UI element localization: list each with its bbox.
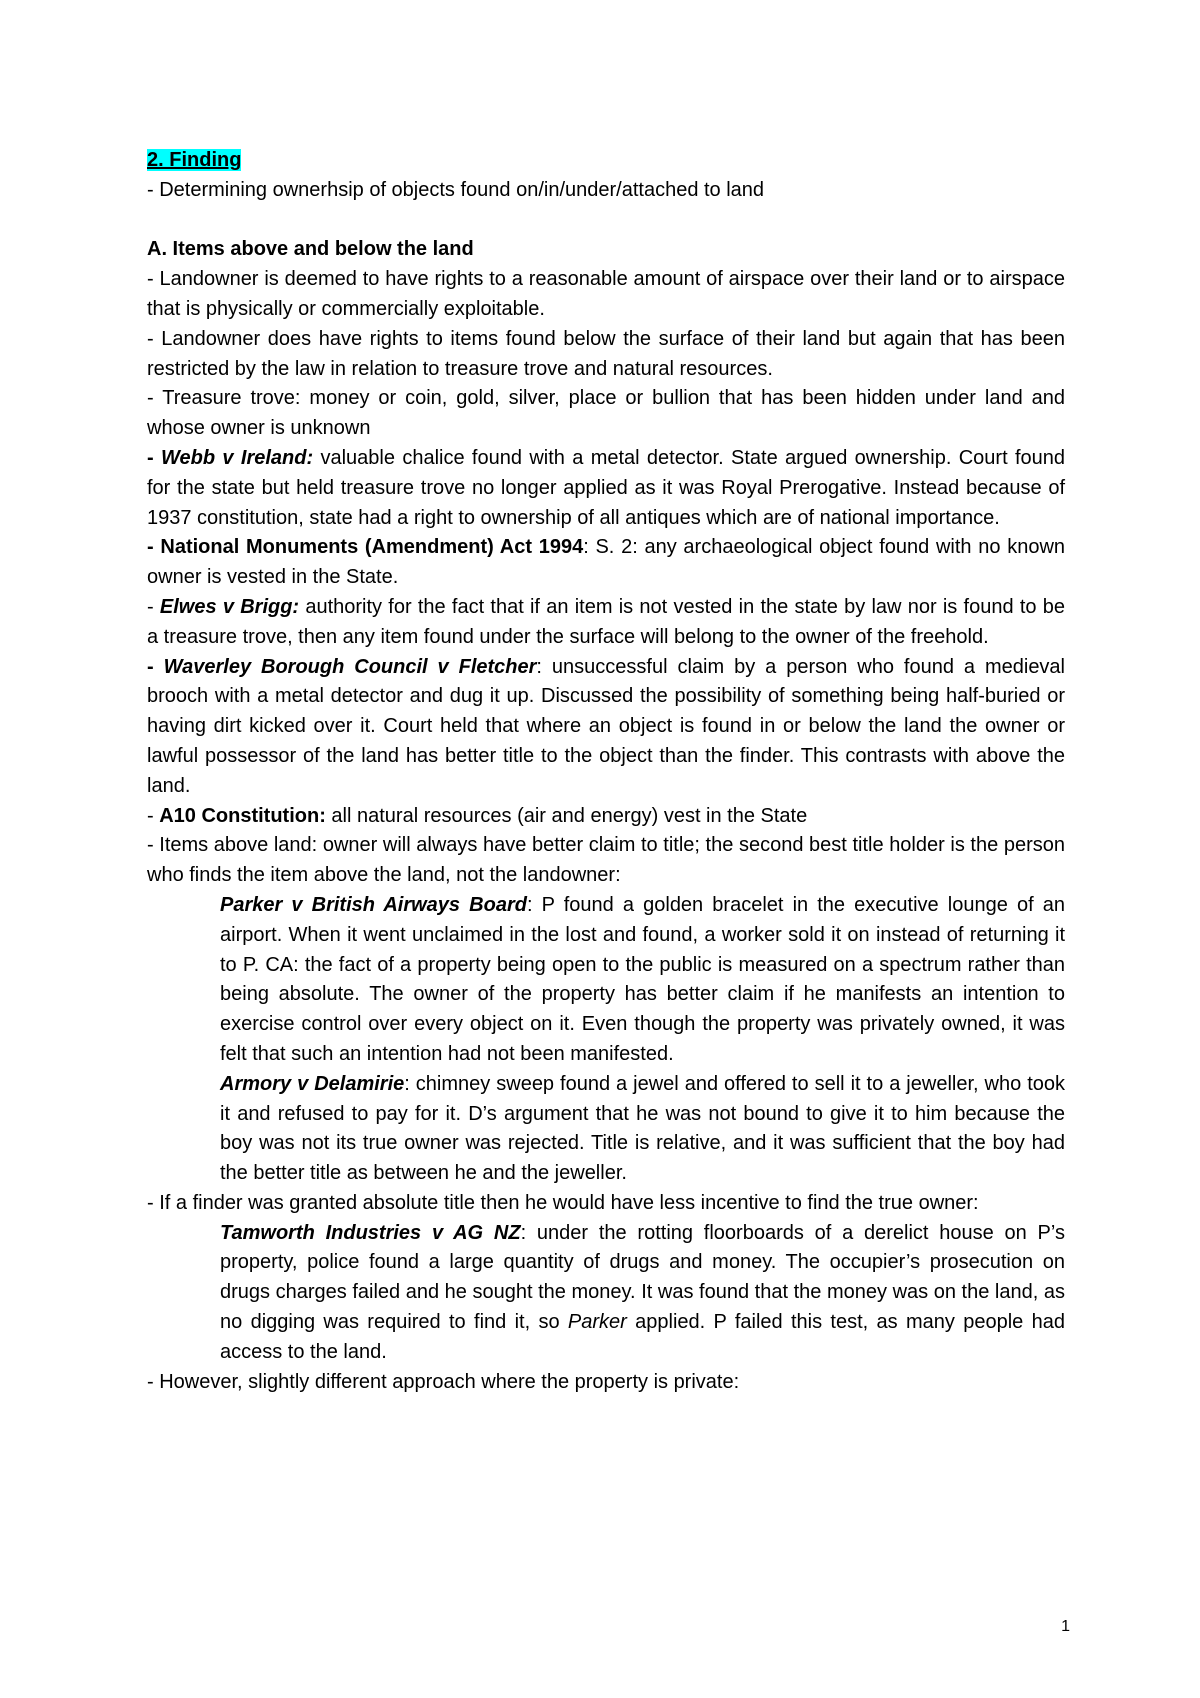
subsection-heading: A. Items above and below the land: [147, 238, 474, 261]
paragraph-parker: [147, 891, 1065, 1070]
paragraph-treasure-trove: - Treasure trove: money or coin, gold, silver, place or bullion that has been hidden under land and whose owner is unknown: [147, 387, 1065, 440]
paragraph-waverley: [147, 653, 1065, 802]
paragraph-finder: - If a finder was granted absolute title then he would have less incentive to find the true owner:: [147, 1191, 979, 1214]
paragraph-armory: [147, 1070, 1065, 1189]
statute-name-a10: A10 Constitution:: [159, 804, 326, 827]
document-body: [147, 146, 1065, 1397]
case-name-waverley: Waverley Borough Council v Fletcher: [163, 655, 537, 678]
case-text-waverley: : unsuccessful claim by a person who found a medieval brooch with a metal detector and dug it up. Discussed the possibility of something being half-buried or having dirt kicked over it. Court held that where an object is found in or below the land the owner or lawful possessor of the land has better title to the object than the finder. This contrasts with above the land.: [147, 655, 1066, 797]
paragraph-private: - However, slightly different approach where the property is private:: [147, 1370, 740, 1393]
case-text-tamworth-1: : under the rotting floorboards of a derelict house on P’s property, police found a large quantity of drugs and money. The occupier’s prosecution on drugs charges failed and he sought the money. It was found that the money was on the land, as no digging was required to find it, so: [220, 1221, 1065, 1334]
blank-line: [147, 206, 1065, 236]
section-heading: [147, 146, 1065, 176]
paragraph-nma: [147, 533, 1065, 593]
page-number: 1: [1061, 1618, 1070, 1635]
case-name-parker: Parker v British Airways Board: [220, 893, 527, 916]
paragraph-airspace: - Landowner is deemed to have rights to a reasonable amount of airspace over their land or to airspace that is physically or commercially exploitable.: [147, 268, 1065, 320]
heading-title: 2. Finding: [147, 149, 242, 171]
paragraph-tamworth: [147, 1219, 1065, 1368]
paragraph-below-surface: - Landowner does have rights to items found below the surface of their land but again that has been restricted by the law in relation to treasure trove and natural resources.: [147, 327, 1065, 380]
statute-text-nma: : S. 2: any archaeological object found with no known owner is vested in the State.: [147, 536, 1066, 589]
paragraph-elwes: [147, 593, 1065, 653]
dash-prefix: -: [147, 595, 160, 618]
case-name-armory: Armory v Delamirie: [220, 1072, 405, 1095]
dash-prefix: -: [147, 446, 162, 469]
case-text-parker: : P found a golden bracelet in the executive lounge of an airport. When it went unclaimed in the lost and found, a worker sold it on instead of returning it to P. CA: the fact of a property being open to the public is measured on a spectrum rather than being absolute. The owner of the property has better claim if he manifests an intention to exercise control over every object on it. Even though the property was privately owned, it was felt that such an intention had not been manifested.: [220, 893, 1065, 1065]
case-text-elwes: authority for the fact that if an item is not vested in the state by law nor is found to be a treasure trove, then any item found under the surface will belong to the owner of the freehold.: [147, 595, 1065, 648]
dash-prefix: -: [147, 655, 164, 678]
case-name-elwes: Elwes v Brigg:: [159, 595, 300, 618]
case-ref-parker: Parker: [567, 1311, 627, 1334]
statute-text-a10: all natural resources (air and energy) vest in the State: [325, 804, 808, 827]
dash-prefix: -: [147, 804, 160, 827]
paragraph-webb: [147, 444, 1065, 533]
intro-line: - Determining ownerhsip of objects found on/in/under/attached to land: [147, 178, 765, 201]
case-name-webb: Webb v Ireland:: [161, 446, 314, 469]
paragraph-items-above: - Items above land: owner will always have better claim to title; the second best title holder is the person who finds the item above the land, not the landowner:: [147, 834, 1065, 887]
case-name-tamworth: Tamworth Industries v AG NZ: [220, 1221, 521, 1244]
paragraph-a10: [147, 802, 1065, 832]
case-text-tamworth-2: applied. P failed this test, as many people had access to the land.: [220, 1311, 1065, 1363]
statute-name-nma: - National Monuments (Amendment) Act 1994: [147, 536, 584, 559]
case-text-armory: : chimney sweep found a jewel and offered to sell it to a jeweller, who took it and refused to pay for it. D’s argument that he was not bound to give it to him because the boy was not its true owner was rejected. Title is relative, and it was sufficient that the boy had the better title as between he and the jeweller.: [220, 1072, 1066, 1185]
case-text-webb: valuable chalice found with a metal detector. State argued ownership. Court found for the state but held treasure trove no longer applied as it was Royal Prerogative. Instead because of 1937 constitution, state had a right to ownership of all antiques which are of national importance.: [147, 446, 1066, 529]
